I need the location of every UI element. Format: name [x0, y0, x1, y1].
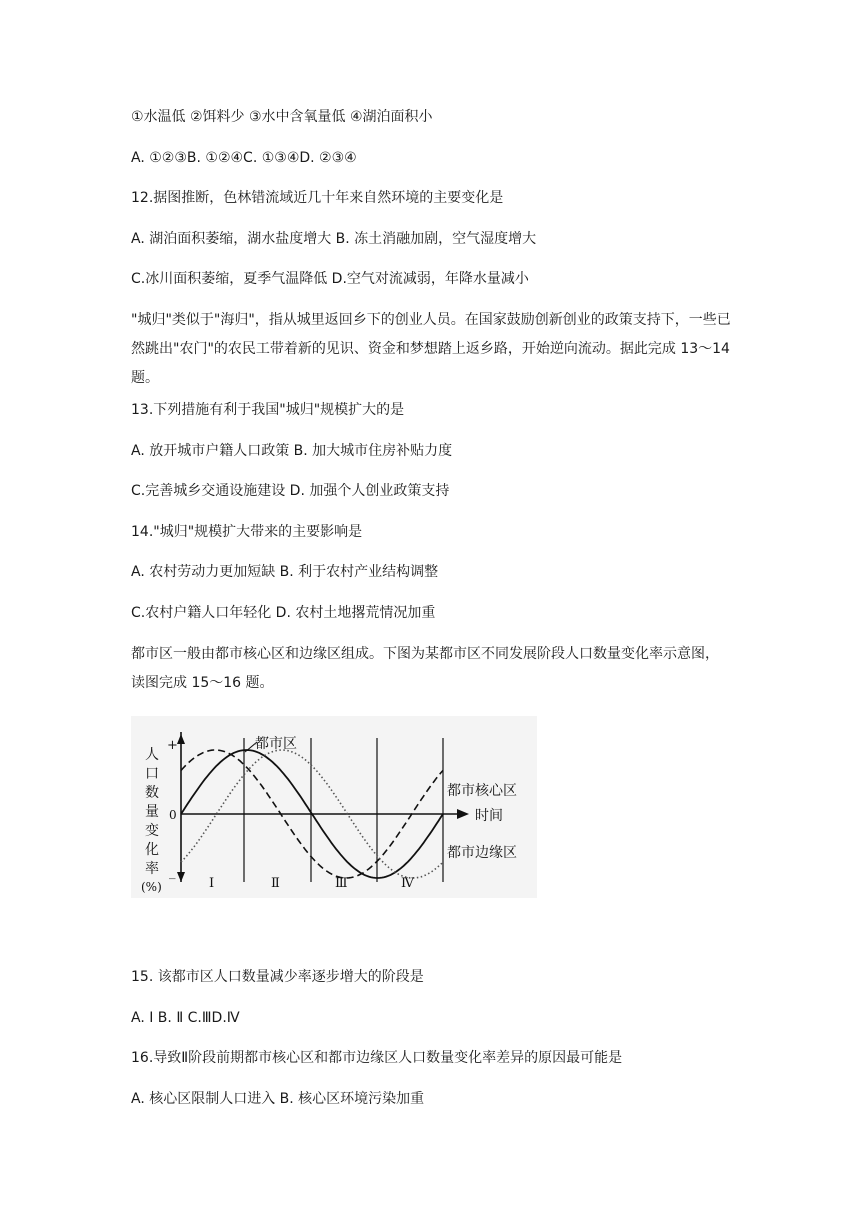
y-label-char-3: 数 — [145, 785, 159, 801]
stage-label-3: Ⅲ — [335, 876, 348, 891]
y-minus-sign: _ — [169, 865, 176, 880]
y-label-char-2: 口 — [145, 766, 159, 782]
reading-passage-15-16: 都市区一般由都市核心区和边缘区组成。下图为某都市区不同发展阶段人口数量变化率示意图，读图完成 15～16 题。 — [131, 646, 719, 691]
q14-choices-cd: C.农村户籍人口年轻化 D. 农村土地撂荒情况加重 — [131, 605, 436, 621]
q15-choices: A. Ⅰ B. Ⅱ C.ⅢD.Ⅳ — [131, 1010, 240, 1026]
question-14: 14."城归"规模扩大带来的主要影响是 — [131, 524, 363, 540]
q11-answer-choices: A. ①②③B. ①②④C. ①③④D. ②③④ — [131, 150, 357, 166]
y-axis-arrow-top — [177, 734, 185, 744]
population-change-rate-figure — [131, 716, 537, 898]
question-15: 15. 该都市区人口数量减少率逐步增大的阶段是 — [131, 969, 424, 985]
y-label-char-5: 变 — [145, 823, 159, 839]
y-label-char-4: 量 — [145, 804, 159, 820]
q12-choices-ab: A. 湖泊面积萎缩，湖水盐度增大 B. 冻土消融加剧，空气湿度增大 — [131, 231, 537, 247]
label-fringe-area: 都市边缘区 — [447, 845, 517, 861]
q14-choices-ab: A. 农村劳动力更加短缺 B. 利于农村产业结构调整 — [131, 564, 439, 580]
q16-choices-ab: A. 核心区限制人口进入 B. 核心区环境污染加重 — [131, 1091, 425, 1107]
stage-label-4: Ⅳ — [401, 876, 414, 891]
y-zero-label: 0 — [169, 808, 177, 822]
q13-choices-cd: C.完善城乡交通设施建设 D. 加强个人创业政策支持 — [131, 483, 450, 499]
y-plus-sign: + — [167, 738, 178, 753]
reading-passage-13-14: "城归"类似于"海归"，指从城里返回乡下的创业人员。在国家鼓励创新创业的政策支持下，一些已然跳出"农门"的农民工带着新的见识、资金和梦想踏上返乡路，开始逆向流动。据此完成 13～14 题。 — [131, 312, 731, 386]
stage-label-2: Ⅱ — [271, 876, 280, 891]
question-12: 12.据图推断，色林错流域近几十年来自然环境的主要变化是 — [131, 190, 504, 206]
y-label-char-7: 率 — [145, 861, 159, 877]
y-label-char-6: 化 — [145, 842, 159, 858]
x-axis-arrow — [457, 809, 469, 819]
y-axis-arrow-bottom — [177, 872, 185, 882]
question-16: 16.导致Ⅱ阶段前期都市核心区和都市边缘区人口数量变化率差异的原因最可能是 — [131, 1050, 623, 1066]
options-list-line: ①水温低 ②饵料少 ③水中含氧量低 ④湖泊面积小 — [131, 109, 433, 125]
x-axis-label: 时间 — [475, 808, 503, 824]
figure-svg — [131, 716, 537, 898]
label-metro-area: 都市区 — [255, 736, 297, 752]
q12-choices-cd: C.冰川面积萎缩，夏季气温降低 D.空气对流减弱，年降水量减小 — [131, 271, 529, 287]
label-core-area: 都市核心区 — [447, 783, 517, 799]
stage-label-1: Ⅰ — [209, 876, 215, 891]
q13-choices-ab: A. 放开城市户籍人口政策 B. 加大城市住房补贴力度 — [131, 443, 453, 459]
y-axis-unit: (%) — [141, 880, 162, 894]
y-label-char-1: 人 — [145, 747, 159, 763]
question-13: 13.下列措施有利于我国"城归"规模扩大的是 — [131, 402, 405, 418]
